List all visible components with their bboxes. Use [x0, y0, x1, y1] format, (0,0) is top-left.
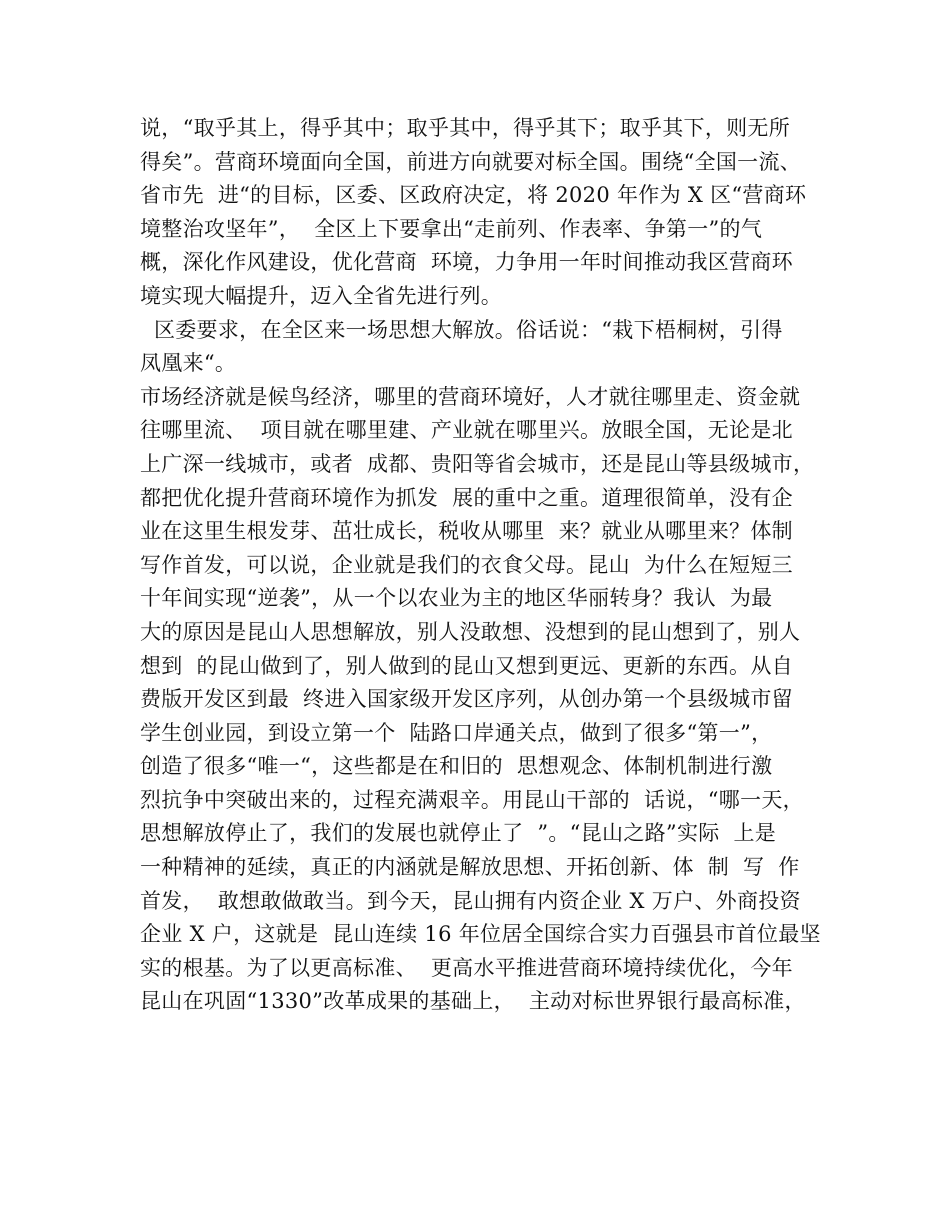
text-line: 区委要求，在全区来一场思想大解放。俗话说：“栽下梧桐树，引得: [140, 317, 783, 342]
text-line: 想到 的昆山做到了，别人做到的昆山又想到更远、更新的东西。从自: [140, 653, 793, 678]
text-line: 烈抗争中突破出来的，过程充满艰辛。用昆山干部的 话说，“哪一天，: [140, 787, 804, 812]
text-line: 昆山在巩固“1330”改革成果的基础上， 主动对标世界银行最高标准，: [140, 989, 806, 1014]
text-line: 实的根基。为了以更高标准、 更高水平推进营商环境持续优化，今年: [140, 955, 793, 980]
text-line: 十年间实现“逆袭”，从一个以农业为主的地区华丽转身？我认 为最: [140, 586, 773, 611]
text-line: 说，“取乎其上，得乎其中；取乎其中，得乎其下；取乎其下，则无所: [140, 116, 791, 140]
text-line: 境整治攻坚年”， 全区上下要拿出“走前列、作表率、争第一”的气: [140, 216, 763, 241]
text-line: 学生创业园，到设立第一个 陆路口岸通关点，做到了很多“第一”，: [140, 720, 773, 745]
text-line: 写作首发，可以说，企业就是我们的衣食父母。昆山 为什么在短短三: [140, 552, 793, 577]
text-line: 上广深一线城市，或者 成都、贵阳等省会城市，还是昆山等县级城市，: [140, 451, 815, 476]
text-line: 得矣”。营商环境面向全国，前进方向就要对标全国。围绕“全国一流、: [140, 149, 802, 174]
text-line: 大的原因是昆山人思想解放，别人没敢想、没想到的昆山想到了，别人: [140, 619, 801, 644]
text-line: 省市先 进“的目标，区委、区政府决定，将 2020 年作为 X 区“营商环: [140, 183, 807, 208]
text-line: 企业 X 户，这就是 昆山连续 16 年位居全国综合实力百强县市首位最坚: [140, 922, 821, 947]
text-line: 创造了很多“唯一“，这些都是在和旧的 思想观念、体制机制进行激: [140, 754, 773, 779]
text-line: 思想解放停止了，我们的发展也就停止了 ”。“昆山之路”实际 上是: [140, 821, 777, 846]
text-line: 往哪里流、 项目就在哪里建、产业就在哪里兴。放眼全国，无论是北: [140, 418, 793, 443]
text-line: 概，深化作风建设，优化营商 环境，力争用一年时间推动我区营商环: [140, 250, 793, 275]
text-line: 一种精神的延续，真正的内涵就是解放思想、开拓创新、体 制 写 作: [140, 855, 800, 880]
text-line: 都把优化提升营商环境作为抓发 展的重中之重。道理很简单，没有企: [140, 485, 793, 510]
text-line: 首发， 敢想敢做敢当。到今天，昆山拥有内资企业 X 万户、外商投资: [140, 888, 801, 913]
body-text: [140, 112, 830, 1019]
text-line: 境实现大幅提升，迈入全省先进行列。: [140, 283, 503, 308]
text-line: 费版开发区到最 终进入国家级开发区序列，从创办第一个县级城市留: [140, 687, 793, 712]
text-line: 凤凰来“。: [140, 351, 237, 376]
text-line: 业在这里生根发芽、茁壮成长，税收从哪里 来？就业从哪里来？体制: [140, 519, 793, 544]
text-line: 市场经济就是候鸟经济，哪里的营商环境好，人才就往哪里走、资金就: [140, 384, 801, 409]
